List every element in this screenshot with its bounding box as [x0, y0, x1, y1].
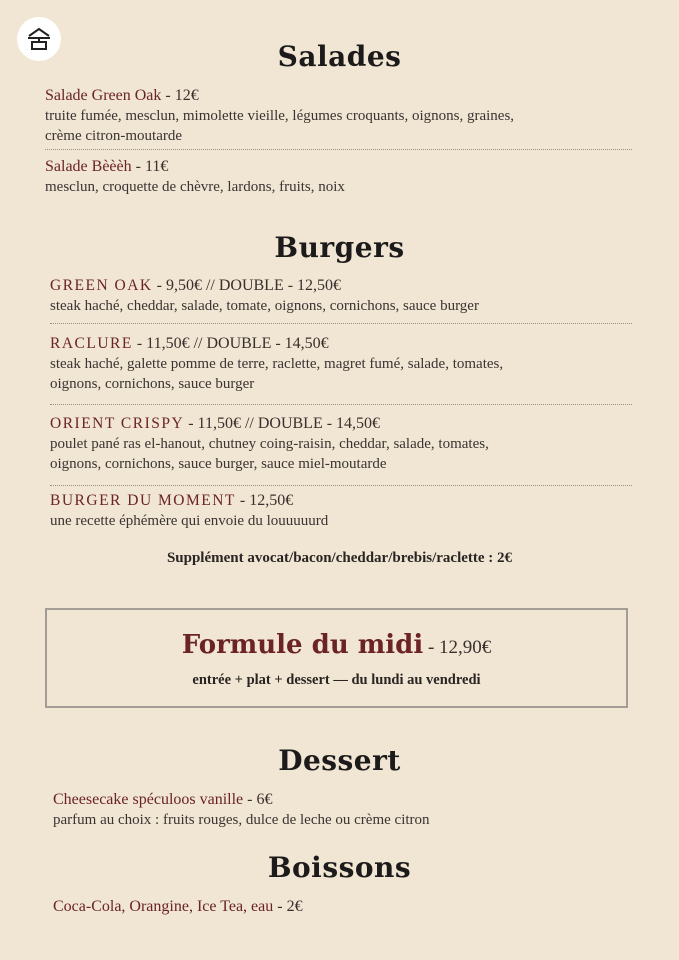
formule-title: Formule du midi: [181, 630, 424, 660]
menu-item: [50, 334, 503, 394]
item-price: - 2€: [273, 898, 303, 915]
section-title-dessert: Dessert: [278, 744, 401, 777]
divider: [45, 149, 632, 150]
item-description: truite fumée, mesclun, mimolette vieille, légumes croquants, oignons, graines,: [45, 108, 515, 124]
divider: [50, 404, 632, 405]
menu-item: [53, 790, 430, 830]
item-name: Cheesecake spéculoos vanille: [53, 791, 244, 808]
menu-item: [50, 491, 328, 531]
item-name: RACLURE: [50, 335, 133, 352]
menu-item: [53, 897, 303, 917]
item-name: ORIENT CRISPY: [50, 415, 185, 432]
item-price: - 12,50€: [235, 492, 294, 509]
section-title-salades: Salades: [277, 40, 402, 73]
item-description: mesclun, croquette de chèvre, lardons, fruits, noix: [45, 179, 345, 195]
item-name: BURGER DU MOMENT: [50, 492, 236, 509]
item-description: steak haché, cheddar, salade, tomate, oignons, cornichons, sauce burger: [50, 298, 479, 314]
item-description: crème citron-moutarde: [45, 128, 183, 144]
item-price: - 12€: [161, 87, 199, 104]
section-title-burgers: Burgers: [274, 231, 405, 264]
item-price: - 11,50€ // DOUBLE - 14,50€: [184, 415, 381, 432]
item-price: - 11,50€ // DOUBLE - 14,50€: [132, 335, 329, 352]
item-description: parfum au choix : fruits rouges, dulce de leche ou crème citron: [53, 812, 430, 828]
item-description: oignons, cornichons, sauce burger, sauce miel-moutarde: [50, 456, 387, 472]
formule-price: - 12,90€: [423, 637, 492, 658]
section-title-boissons: Boissons: [267, 851, 412, 884]
item-name: GREEN OAK: [50, 277, 153, 294]
menu-item: [45, 157, 345, 197]
item-price: - 11€: [131, 158, 169, 175]
divider: [50, 485, 632, 486]
supplement-note: Supplément avocat/bacon/cheddar/brebis/raclette : 2€: [166, 550, 513, 566]
item-description: poulet pané ras el-hanout, chutney coing-raisin, cheddar, salade, tomates,: [50, 436, 489, 452]
menu-item: [45, 86, 514, 146]
item-description: une recette éphémère qui envoie du louuuuurd: [50, 513, 329, 529]
divider: [50, 323, 632, 324]
item-name: Salade Green Oak: [45, 87, 162, 104]
menu-item: [50, 414, 489, 474]
formule-subtitle: entrée + plat + dessert — du lundi au vendredi: [192, 672, 481, 688]
item-price: - 9,50€ // DOUBLE - 12,50€: [152, 277, 342, 294]
menu-item: [50, 276, 479, 316]
item-name: Salade Bèèèh: [45, 158, 132, 175]
formule-box: [45, 608, 628, 708]
item-description: steak haché, galette pomme de terre, raclette, magret fumé, salade, tomates,: [50, 356, 504, 372]
item-price: - 6€: [243, 791, 273, 808]
item-description: oignons, cornichons, sauce burger: [50, 376, 255, 392]
item-name: Coca-Cola, Orangine, Ice Tea, eau: [53, 898, 274, 915]
